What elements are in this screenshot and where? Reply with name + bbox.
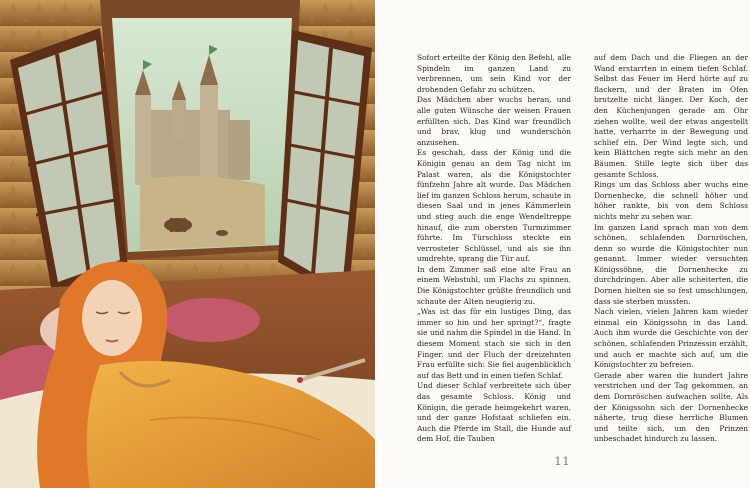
paragraph: Nach vielen, vielen Jahren kam wieder einmal ein Königssohn in das Land. Auch ihm wurde die Geschichte von der schönen, schlafenden Prinzessin erzählt, und auch er machte sich auf, um die Königstochter zu befreien. (594, 307, 748, 370)
paragraph: Gerade aber waren die hundert Jahre verstrichen und der Tag gekommen, an dem Dornröschen aufwachen sollte. Als der Königssohn sich der Dornenhecke näherte, trug diese herrliche Blumen und teilte sich, um den Prinzen unbeschadet hindurch zu lassen. (594, 370, 748, 444)
paragraph: Es geschah, dass der König und die Königin genau an dem Tag nicht im Palast waren, als die Königstochter fünfzehn Jahre alt wurde. Das Mädchen lief im ganzen Schloss herum, schaute in diesen Saal und in jenes Kämmerlein und stieg auch die enge Wendeltreppe hinauf, die zum obersten Turmzimmer führte. Im Türschloss steckte ein verrosteter Schlüssel, und als sie ihn umdrehte, sprang die Tür auf. (417, 148, 571, 264)
text-page (375, 0, 750, 488)
paragraph: Im ganzen Land sprach man von dem schönen, schlafenden Dornröschen, denn so wurde die Königstochter nun genannt. Immer wieder versuchten Königssöhne, die Dornenhecke zu durchdringen. Aber alle scheiterten, die Dornen hielten sie so fest umschlungen, dass sie sterben mussten. (594, 222, 748, 306)
paragraph: Sofort erteilte der König den Befehl, alle Spindeln im ganzen Land zu verbrennen, um sein Kind vor der drohenden Gefahr zu schützen. (417, 53, 571, 94)
text-column-right (594, 53, 748, 445)
castle-view (112, 18, 292, 252)
paragraph: auf dem Dach und die Fliegen an der Wand erstarrten in einem tiefen Schlaf. Selbst das Feuer im Herd hörte auf zu flackern, und der Braten im Ofen brutzelte nicht länger. Der Koch, der den Küchenjungen gerade am Ohr ziehen wollte, weil der etwas angestellt hatte, verharrte in der Bewegung und schlief ein. Der Wind legte sich, und kein Blättchen regte sich mehr an den Bäumen. Stille legte sich über das gesamte Schloss. (594, 53, 748, 179)
paragraph: Das Mädchen aber wuchs heran, und alle guten Wünsche der weisen Frauen erfüllten sich. Das Kind war freundlich und brav, klug und wunderschön anzusehen. (417, 95, 571, 147)
princess-face (82, 280, 142, 356)
paragraph: Rings um das Schloss aber wuchs eine Dornenhecke, die schnell höher und höher rankte, bis von dem Schloss nichts mehr zu sehen war. (594, 180, 748, 221)
paragraph: In dem Zimmer saß eine alte Frau an einem Webstuhl, um Flachs zu spinnen. Die Königstochter grüßte freundlich und schaute der Alten neugierig zu. (417, 264, 571, 306)
text-column-left (417, 53, 571, 445)
page-number: 11 (554, 455, 571, 468)
paragraph: Und dieser Schlaf verbreitete sich über das gesamte Schloss. König und Königin, die gerade heimgekehrt waren, und der ganze Hofstaat schliefen ein. Auch die Pferde im Stall, die Hunde auf dem Hof, die Tauben (417, 381, 571, 444)
paragraph: „Was ist das für ein lustiges Ding, das immer so hin und her springt?“, fragte sie und nahm die Spindel in die Hand. In diesem Moment stach sie sich in den Finger, und der Fluch der dreizehnten Frau erfüllte sich: Sie fiel augenblicklich auf das Bett und in einen tiefen Schlaf. (417, 307, 571, 380)
